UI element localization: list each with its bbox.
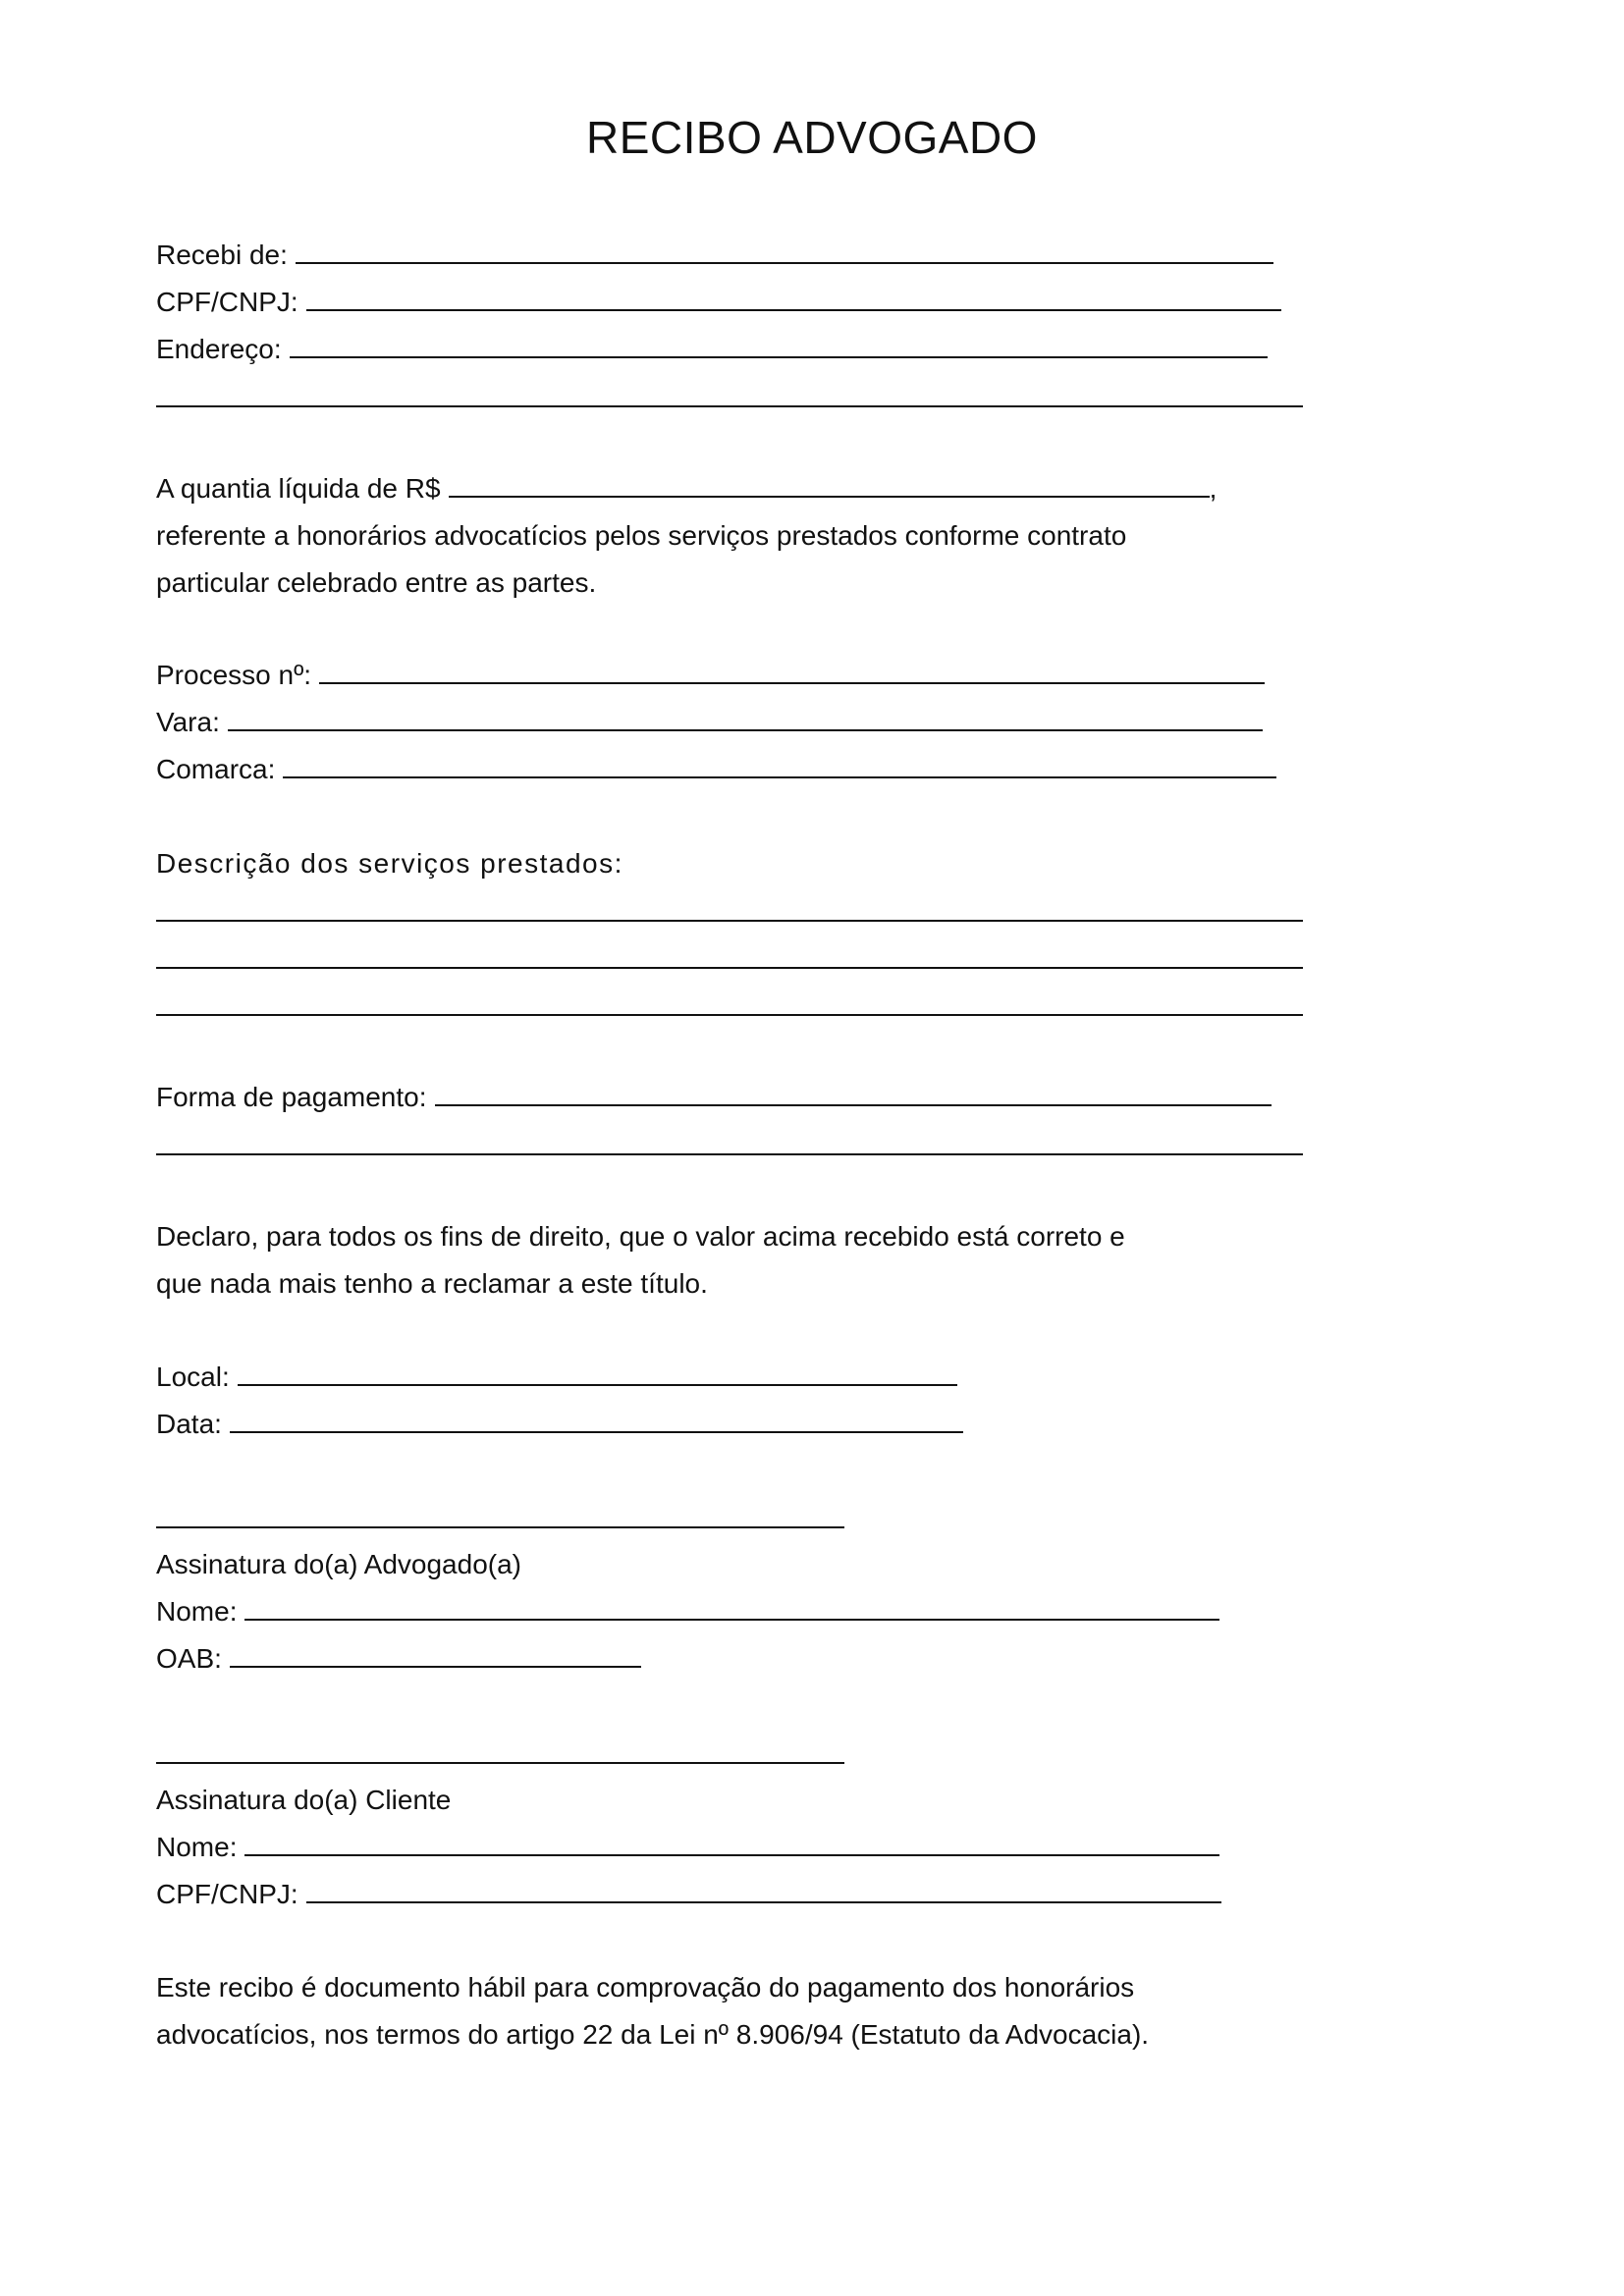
received-from-label: Recebi de:: [156, 240, 288, 270]
services-line-3[interactable]: [156, 1014, 1303, 1016]
client-name-label: Nome:: [156, 1832, 238, 1862]
oab-row: [156, 1639, 641, 1679]
client-name-field[interactable]: [244, 1831, 1219, 1856]
process-number-row: [156, 656, 1265, 695]
client-cpf-cnpj-label: CPF/CNPJ:: [156, 1879, 298, 1909]
address-label: Endereço:: [156, 334, 282, 364]
payment-row: [156, 1078, 1272, 1117]
place-row: [156, 1358, 957, 1397]
date-row: [156, 1405, 963, 1444]
oab-label: OAB:: [156, 1643, 222, 1674]
footer-line-1: Este recibo é documento hábil para comprovação do pagamento dos honorários: [156, 1972, 1135, 2002]
payment-continuation-line[interactable]: [156, 1153, 1303, 1155]
client-signature-line[interactable]: [156, 1762, 844, 1764]
client-name-row: [156, 1828, 1219, 1867]
amount-comma: ,: [1209, 473, 1218, 504]
oab-field[interactable]: [230, 1642, 641, 1668]
address-field[interactable]: [290, 333, 1268, 358]
process-number-field[interactable]: [319, 659, 1265, 684]
page-title: RECIBO ADVOGADO: [586, 112, 1038, 163]
received-from-field[interactable]: [296, 239, 1273, 264]
payer-cpf-cnpj-label: CPF/CNPJ:: [156, 287, 298, 317]
amount-text-line-3: particular celebrado entre as partes.: [156, 567, 597, 598]
services-line-2[interactable]: [156, 967, 1303, 969]
payer-cpf-cnpj-row: [156, 283, 1281, 322]
declaration-line-1: Declaro, para todos os fins de direito, que o valor acima recebido está correto e: [156, 1221, 1125, 1252]
court-field[interactable]: [228, 706, 1263, 731]
client-signature-caption: Assinatura do(a) Cliente: [156, 1785, 452, 1815]
lawyer-signature-line[interactable]: [156, 1526, 844, 1528]
payment-field[interactable]: [435, 1081, 1272, 1106]
process-number-label: Processo nº:: [156, 660, 312, 690]
lawyer-signature-caption: Assinatura do(a) Advogado(a): [156, 1549, 521, 1579]
amount-field[interactable]: [449, 472, 1210, 498]
amount-text-line-2: referente a honorários advocatícios pelos serviços prestados conforme contrato: [156, 520, 1127, 551]
payer-cpf-cnpj-field[interactable]: [306, 286, 1281, 311]
amount-row: [156, 469, 1217, 508]
address-continuation-line[interactable]: [156, 405, 1303, 407]
place-label: Local:: [156, 1362, 230, 1392]
place-field[interactable]: [238, 1361, 957, 1386]
lawyer-name-field[interactable]: [244, 1595, 1219, 1621]
received-from-row: [156, 236, 1273, 275]
district-label: Comarca:: [156, 754, 276, 784]
date-field[interactable]: [230, 1408, 963, 1433]
footer-line-2: advocatícios, nos termos do artigo 22 da Lei nº 8.906/94 (Estatuto da Advocacia).: [156, 2019, 1150, 2050]
payment-label: Forma de pagamento:: [156, 1082, 427, 1112]
services-label: Descrição dos serviços prestados:: [156, 848, 623, 879]
amount-label: A quantia líquida de R$: [156, 473, 441, 504]
declaration-line-2: que nada mais tenho a reclamar a este título.: [156, 1268, 708, 1299]
address-row: [156, 330, 1268, 369]
district-field[interactable]: [283, 753, 1276, 778]
date-label: Data:: [156, 1409, 222, 1439]
client-cpf-cnpj-row: [156, 1875, 1221, 1914]
lawyer-name-label: Nome:: [156, 1596, 238, 1627]
court-label: Vara:: [156, 707, 220, 737]
lawyer-name-row: [156, 1592, 1219, 1631]
court-row: [156, 703, 1263, 742]
district-row: [156, 750, 1276, 789]
client-cpf-cnpj-field[interactable]: [306, 1878, 1221, 1903]
services-line-1[interactable]: [156, 920, 1303, 922]
